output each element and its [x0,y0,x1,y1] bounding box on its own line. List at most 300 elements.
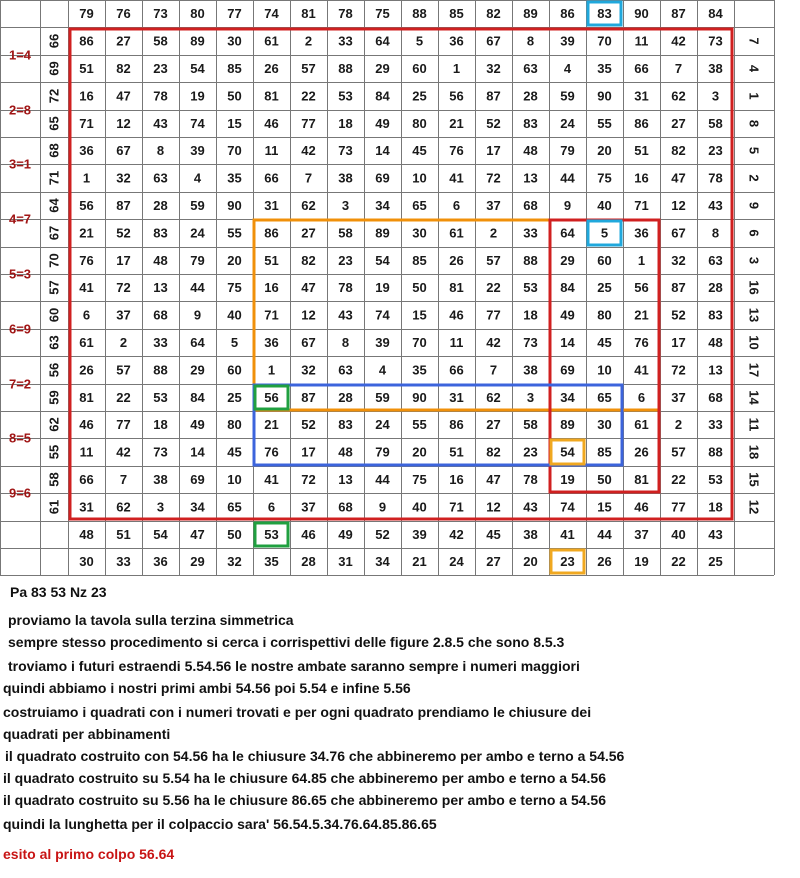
body-cell: 4 [193,170,202,186]
body-cell: 77 [116,417,131,432]
bottom-cell: 24 [449,554,464,569]
body-cell: 55 [227,225,242,241]
note-line-6: quadrati per abbinamenti [3,726,171,742]
top-cell: 75 [375,6,390,21]
body-cell: 13 [523,170,538,186]
body-cell: 40 [227,307,242,323]
body-cell: 51 [634,143,649,158]
body-cell: 56 [449,88,464,104]
body-cell: 43 [708,198,723,213]
body-cell: 77 [486,307,501,323]
body-cell: 46 [634,499,649,515]
body-cell: 35 [412,362,427,378]
body-cell: 50 [597,472,612,487]
body-cell: 20 [412,444,427,460]
body-cell: 53 [153,390,168,405]
body-cell: 89 [375,225,390,241]
body-cell: 29 [190,362,205,378]
body-cell: 61 [449,225,464,241]
body-cell: 63 [338,362,353,378]
body-cell: 33 [153,335,168,350]
body-cell: 40 [597,198,612,213]
body-cell: 25 [597,280,612,295]
body-cell: 81 [634,472,649,487]
bottom-cell: 54 [153,527,168,542]
row-label: 2=8 [8,102,32,118]
body-cell: 70 [412,335,427,350]
body-cell: 37 [671,390,686,405]
body-cell: 15 [227,116,242,131]
body-cell: 26 [449,253,464,268]
body-cell: 52 [486,116,501,131]
body-cell: 33 [523,225,538,241]
body-cell: 14 [190,444,205,460]
body-cell: 63 [153,170,168,186]
body-cell: 17 [486,143,501,158]
body-cell: 21 [79,225,94,241]
body-cell: 52 [301,417,316,432]
body-cell: 48 [153,253,168,268]
bottom-cell: 34 [375,554,390,569]
body-cell: 5 [600,225,609,241]
body-cell: 68 [153,307,168,323]
body-cell: 22 [301,88,316,104]
body-cell: 90 [597,88,612,104]
body-cell: 71 [264,307,279,323]
bottom-cell: 51 [116,527,131,542]
body-cell: 27 [116,33,131,49]
body-cell: 54 [560,444,575,460]
body-cell: 24 [560,116,575,131]
body-cell: 72 [116,280,131,295]
top-cell: 76 [116,6,131,21]
body-cell: 49 [190,417,205,432]
body-cell: 16 [79,88,94,104]
top-cell: 80 [190,6,205,21]
top-cell: 81 [301,6,316,21]
body-cell: 60 [227,362,242,378]
body-cell: 14 [560,335,575,350]
body-cell: 66 [264,170,279,186]
bottom-cell: 50 [227,527,242,542]
body-cell: 6 [452,198,461,213]
right-cell: 3 [746,256,762,265]
body-cell: 53 [708,472,723,487]
body-cell: 57 [671,444,686,460]
body-cell: 48 [338,444,353,460]
body-cell: 37 [301,499,316,515]
body-cell: 42 [301,143,316,158]
body-cell: 68 [708,390,723,405]
body-cell: 36 [264,335,279,350]
body-cell: 46 [264,116,279,131]
note-line-9: il quadrato costruito su 5.56 ha le chiusure 86.65 che abbineremo per ambo e terno a 54.56 [3,792,606,808]
body-cell: 75 [412,472,427,487]
body-cell: 64 [560,225,575,241]
body-cell: 56 [264,390,279,405]
body-cell: 8 [341,335,350,350]
body-cell: 32 [671,253,686,268]
body-cell: 43 [523,499,538,515]
body-cell: 3 [526,390,535,405]
left-cell: 61 [46,499,62,515]
body-cell: 6 [82,307,91,323]
body-cell: 89 [560,417,575,432]
body-cell: 17 [116,253,131,268]
body-cell: 66 [79,472,94,487]
body-cell: 31 [264,198,279,213]
body-cell: 3 [711,88,720,104]
bottom-cell: 21 [412,554,427,569]
body-cell: 52 [116,225,131,241]
body-cell: 1 [267,362,276,378]
notes-header: Pa 83 53 Nz 23 [10,584,107,600]
top-cell: 79 [79,6,94,21]
body-cell: 76 [634,335,649,350]
body-cell: 38 [523,362,538,378]
body-cell: 78 [338,280,353,295]
note-line-8: il quadrato costruito su 5.54 ha le chiusure 64.85 che abbineremo per ambo e terno a 54.56 [3,770,606,786]
body-cell: 51 [79,61,94,76]
note-line-4: quindi abbiamo i nostri primi ambi 54.56 poi 5.54 e infine 5.56 [3,680,411,696]
body-cell: 10 [227,472,242,487]
row-label: 4=7 [8,211,32,227]
body-cell: 61 [79,335,94,350]
right-cell: 12 [746,499,762,515]
body-cell: 83 [708,307,723,323]
body-cell: 75 [597,170,612,186]
body-cell: 36 [634,225,649,241]
bottom-cell: 31 [338,554,353,569]
body-cell: 47 [116,88,131,104]
row-label: 9=6 [8,485,32,501]
body-cell: 79 [560,143,575,158]
body-cell: 21 [634,307,649,323]
body-cell: 68 [338,499,353,515]
body-cell: 63 [708,253,723,268]
bottom-cell: 37 [634,527,649,542]
body-cell: 56 [79,198,94,213]
right-cell: 18 [746,444,762,460]
body-cell: 17 [671,335,686,350]
body-cell: 12 [301,307,316,323]
body-cell: 16 [264,280,279,295]
body-cell: 85 [597,444,612,460]
bottom-cell: 20 [523,554,538,569]
body-cell: 50 [227,88,242,104]
body-cell: 64 [190,335,205,350]
body-cell: 44 [190,280,205,295]
top-cell: 82 [486,6,501,21]
body-cell: 23 [153,61,168,76]
body-cell: 60 [597,253,612,268]
body-cell: 21 [449,116,464,131]
bottom-cell: 46 [301,527,316,542]
body-cell: 38 [153,472,168,487]
left-cell: 72 [46,88,62,104]
body-cell: 39 [375,335,390,350]
body-cell: 10 [412,170,427,186]
body-cell: 82 [301,253,316,268]
body-cell: 45 [597,335,612,350]
body-cell: 38 [338,170,353,186]
body-cell: 84 [375,88,390,104]
body-cell: 58 [708,116,723,131]
left-cell: 70 [46,253,62,268]
body-cell: 23 [338,253,353,268]
body-cell: 86 [264,225,279,241]
body-cell: 19 [190,88,205,104]
left-cell: 65 [46,116,62,131]
body-cell: 8 [526,33,535,49]
body-cell: 53 [338,88,353,104]
body-cell: 58 [153,33,168,49]
left-cell: 67 [46,225,62,241]
body-cell: 76 [264,444,279,460]
body-cell: 62 [671,88,686,104]
body-cell: 82 [116,61,131,76]
right-cell: 6 [746,229,762,237]
body-cell: 65 [227,499,242,515]
body-cell: 38 [708,61,723,76]
body-cell: 67 [671,225,686,241]
body-cell: 24 [375,417,390,432]
body-cell: 78 [153,88,168,104]
body-cell: 69 [560,362,575,378]
body-cell: 2 [119,335,128,350]
body-cell: 23 [523,444,538,460]
row-label: 7=2 [8,376,32,392]
body-cell: 37 [486,198,501,213]
bottom-cell: 29 [190,554,205,569]
body-cell: 20 [227,253,242,268]
body-cell: 37 [116,307,131,323]
body-cell: 67 [116,143,131,158]
body-cell: 4 [378,362,387,378]
body-cell: 54 [375,253,390,268]
right-cell: 16 [746,280,762,295]
body-cell: 43 [338,307,353,323]
note-line-1: proviamo la tavola sulla terzina simmetrica [8,612,294,628]
body-cell: 22 [671,472,686,487]
body-cell: 10 [597,362,612,378]
body-cell: 87 [671,280,686,295]
body-cell: 22 [116,390,131,405]
right-cell: 14 [746,390,762,405]
body-cell: 9 [563,198,572,213]
body-cell: 1 [637,253,646,268]
bottom-cell: 26 [597,554,612,569]
body-cell: 13 [708,362,723,378]
body-cell: 19 [560,472,575,487]
body-cell: 57 [486,253,501,268]
body-cell: 88 [523,253,538,268]
body-cell: 46 [79,417,94,432]
body-cell: 59 [190,198,205,213]
body-cell: 69 [190,472,205,487]
body-cell: 34 [375,198,390,213]
body-cell: 7 [304,170,313,186]
body-cell: 73 [338,143,353,158]
body-cell: 76 [449,143,464,158]
body-cell: 47 [301,280,316,295]
body-cell: 19 [375,280,390,295]
bottom-cell: 39 [412,527,427,542]
body-cell: 39 [190,143,205,158]
body-cell: 73 [523,335,538,350]
body-cell: 50 [412,280,427,295]
bottom-cell: 32 [227,554,242,569]
body-cell: 31 [79,499,94,515]
body-cell: 8 [156,143,165,158]
bottom-cell: 36 [153,554,168,569]
body-cell: 44 [560,170,575,186]
body-cell: 80 [412,116,427,131]
body-cell: 51 [449,444,464,460]
body-cell: 30 [597,417,612,432]
body-cell: 72 [486,170,501,186]
bottom-cell: 48 [79,527,94,542]
note-line-3: troviamo i futuri estraendi 5.54.56 le nostre ambate saranno sempre i numeri maggiori [8,658,580,674]
body-cell: 81 [264,88,279,104]
body-cell: 62 [116,499,131,515]
body-cell: 71 [449,499,464,515]
left-cell: 63 [46,335,62,350]
body-cell: 18 [523,307,538,323]
body-cell: 7 [489,362,498,378]
bottom-cell: 49 [338,527,353,542]
left-cell: 68 [46,143,62,158]
right-cell: 10 [746,335,762,350]
row-label: 8=5 [8,430,32,446]
right-cell: 9 [746,201,762,210]
body-cell: 13 [338,472,353,487]
body-cell: 89 [190,33,205,49]
body-cell: 86 [449,417,464,432]
body-cell: 13 [153,280,168,295]
bottom-cell: 22 [671,554,686,569]
body-cell: 85 [227,61,242,76]
right-cell: 8 [746,119,762,128]
body-cell: 28 [338,390,353,405]
body-cell: 42 [671,33,686,49]
body-cell: 75 [227,280,242,295]
body-cell: 83 [523,116,538,131]
body-cell: 57 [116,362,131,378]
body-cell: 1 [452,61,461,76]
body-cell: 40 [412,499,427,515]
body-cell: 81 [79,390,94,405]
body-cell: 27 [301,225,316,241]
right-cell: 17 [746,362,762,378]
body-cell: 48 [523,143,538,158]
body-cell: 54 [190,61,205,76]
body-cell: 78 [708,170,723,186]
top-cell: 87 [671,6,686,21]
body-cell: 3 [341,198,350,213]
top-cell: 74 [264,6,279,21]
body-cell: 68 [523,198,538,213]
body-cell: 33 [338,33,353,49]
left-cell: 69 [46,61,62,76]
body-cell: 58 [338,225,353,241]
body-cell: 59 [560,88,575,104]
body-cell: 4 [563,61,572,76]
note-line-10: quindi la lunghetta per il colpaccio sara' 56.54.5.34.76.64.85.86.65 [3,816,437,832]
left-cell: 60 [46,307,62,323]
body-cell: 34 [190,499,205,515]
body-cell: 26 [264,61,279,76]
bottom-cell: 33 [116,554,131,569]
body-cell: 77 [301,116,316,131]
row-label: 6=9 [8,321,32,337]
body-cell: 36 [79,143,94,158]
body-cell: 18 [708,499,723,515]
top-cell: 73 [153,6,168,21]
body-cell: 33 [708,417,723,432]
body-cell: 61 [264,33,279,49]
body-cell: 48 [708,335,723,350]
body-cell: 43 [153,116,168,131]
body-cell: 82 [671,143,686,158]
body-cell: 6 [637,390,646,405]
body-cell: 11 [264,143,279,158]
top-cell: 89 [523,6,538,21]
right-cell: 1 [746,92,762,100]
note-line-7: il quadrato costruito con 54.56 ha le chiusure 34.76 che abbineremo per ambo e terno a 54.56 [5,748,625,764]
body-cell: 72 [301,472,316,487]
body-cell: 7 [674,61,683,76]
right-cell: 2 [746,174,762,182]
body-cell: 1 [82,170,91,186]
body-cell: 14 [375,143,390,158]
body-cell: 44 [375,472,390,487]
body-cell: 65 [597,390,612,405]
body-cell: 18 [338,116,353,131]
left-cell: 56 [46,362,62,378]
right-cell: 5 [746,146,762,155]
body-cell: 74 [560,499,575,515]
bottom-cell: 41 [560,527,575,542]
bottom-cell: 40 [671,527,686,542]
row-label: 1=4 [8,47,32,63]
body-cell: 16 [634,170,649,186]
body-cell: 9 [378,499,387,515]
body-cell: 2 [304,33,313,49]
right-cell: 13 [746,307,762,323]
body-cell: 71 [634,198,649,213]
bottom-cell: 23 [560,554,575,569]
body-cell: 29 [560,253,575,268]
left-cell: 55 [46,444,62,460]
body-cell: 90 [412,390,427,405]
body-cell: 35 [227,170,242,186]
body-cell: 22 [486,280,501,295]
body-cell: 88 [708,444,723,460]
body-cell: 28 [153,198,168,213]
bottom-cell: 53 [264,527,279,542]
body-cell: 61 [634,417,649,432]
body-cell: 41 [264,472,279,487]
body-cell: 77 [671,499,686,515]
body-cell: 45 [412,143,427,158]
body-cell: 83 [153,225,168,241]
body-cell: 56 [634,280,649,295]
top-cell: 78 [338,6,353,21]
body-cell: 2 [674,417,683,432]
body-cell: 60 [412,61,427,76]
left-cell: 59 [46,390,62,405]
